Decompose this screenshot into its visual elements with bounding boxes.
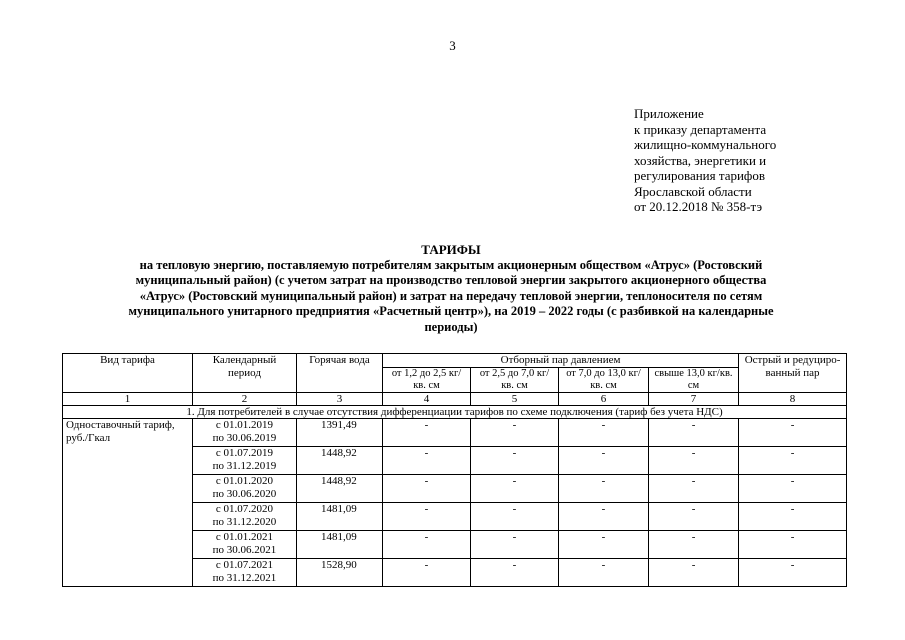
- column-number: 3: [297, 393, 383, 406]
- empty-value-cell: -: [739, 447, 847, 475]
- empty-value-cell: -: [471, 503, 559, 531]
- section-title: 1. Для потребителей в случае отсутствия дифференциации тарифов по схеме подключения (тариф без учета НДС): [63, 406, 847, 419]
- period-to: по 31.12.2020: [212, 516, 277, 528]
- title-line: на тепловую энергию, поставляемую потребителям закрытым акционерным обществом «Атрус» (Ростовский: [139, 257, 763, 272]
- empty-value-cell: -: [649, 419, 739, 447]
- period-cell: [193, 419, 297, 447]
- hot-water-value: 1481,09: [297, 531, 383, 559]
- empty-value-cell: -: [649, 447, 739, 475]
- section-row: [63, 406, 847, 419]
- appendix-line: от 20.12.2018 № 358-тэ: [634, 199, 763, 214]
- empty-value-cell: -: [383, 559, 471, 587]
- period-cell: [193, 559, 297, 587]
- document-title: [56, 242, 846, 335]
- period-cell: [193, 447, 297, 475]
- appendix-line: Приложение: [634, 106, 704, 121]
- empty-value-cell: -: [383, 475, 471, 503]
- appendix-line: хозяйства, энергетики и: [634, 152, 767, 168]
- empty-value-cell: -: [559, 559, 649, 587]
- header-steam-3: от 7,0 до 13,0 кг/кв. см: [559, 368, 649, 393]
- header-steam-group: Отборный пар давлением: [383, 354, 739, 368]
- period-to: по 30.06.2019: [212, 432, 277, 444]
- empty-value-cell: -: [559, 531, 649, 559]
- tariff-rows: [63, 419, 847, 587]
- empty-value-cell: -: [383, 447, 471, 475]
- title-line: муниципального унитарного предприятия «Расчетный центр»), на 2019 – 2022 годы (с разбивкой на календарные: [128, 304, 774, 318]
- header-reduced-steam: Острый и редуциро-ванный пар: [739, 354, 847, 393]
- period-from: с 01.01.2021: [215, 531, 274, 543]
- empty-value-cell: -: [649, 559, 739, 587]
- hot-water-value: 1448,92: [297, 475, 383, 503]
- title-line: муниципальный район) (с учетом затрат на производство тепловой энергии закрытого акционерного общества: [135, 273, 767, 287]
- empty-value-cell: -: [649, 475, 739, 503]
- period-from: с 01.07.2021: [215, 559, 274, 571]
- title-heading: ТАРИФЫ: [421, 242, 481, 257]
- period-from: с 01.07.2019: [215, 447, 274, 459]
- appendix-line: Ярославской области: [634, 183, 752, 199]
- empty-value-cell: -: [649, 503, 739, 531]
- title-line: периоды): [424, 319, 478, 334]
- empty-value-cell: -: [559, 475, 649, 503]
- appendix-block: [634, 106, 776, 215]
- empty-value-cell: -: [559, 419, 649, 447]
- empty-value-cell: -: [559, 503, 649, 531]
- header-period: Календарный период: [193, 354, 297, 393]
- header-tariff-type: Вид тарифа: [63, 354, 193, 393]
- empty-value-cell: -: [739, 531, 847, 559]
- empty-value-cell: -: [471, 531, 559, 559]
- period-from: с 01.01.2019: [215, 419, 274, 431]
- header-steam-4: свыше 13,0 кг/кв. см: [649, 368, 739, 393]
- empty-value-cell: -: [471, 419, 559, 447]
- column-number: 4: [383, 393, 471, 406]
- empty-value-cell: -: [739, 559, 847, 587]
- table-row: [63, 419, 847, 447]
- empty-value-cell: -: [739, 503, 847, 531]
- empty-value-cell: -: [471, 447, 559, 475]
- period-from: с 01.01.2020: [215, 475, 274, 487]
- column-number: 6: [559, 393, 649, 406]
- empty-value-cell: -: [739, 475, 847, 503]
- column-number: 8: [739, 393, 847, 406]
- hot-water-value: 1448,92: [297, 447, 383, 475]
- empty-value-cell: -: [649, 531, 739, 559]
- page-number: 3: [449, 38, 456, 53]
- header-hot-water: Горячая вода: [297, 354, 383, 393]
- appendix-line: к приказу департамента: [634, 121, 767, 137]
- header-steam-1: от 1,2 до 2,5 кг/кв. см: [383, 368, 471, 393]
- column-number: 2: [193, 393, 297, 406]
- appendix-line: регулирования тарифов: [634, 168, 765, 183]
- period-to: по 30.06.2021: [212, 544, 277, 556]
- header-steam-2: от 2,5 до 7,0 кг/кв. см: [471, 368, 559, 393]
- empty-value-cell: -: [471, 475, 559, 503]
- period-cell: [193, 475, 297, 503]
- column-number-row: [63, 393, 847, 406]
- empty-value-cell: -: [383, 531, 471, 559]
- appendix-line: жилищно-коммунального: [634, 137, 777, 152]
- column-number: 5: [471, 393, 559, 406]
- tariff-name-cell: Одноставочный тариф, руб./Гкал: [63, 419, 193, 587]
- period-cell: [193, 503, 297, 531]
- period-from: с 01.07.2020: [215, 503, 274, 515]
- tariff-table: [62, 353, 847, 587]
- empty-value-cell: -: [383, 503, 471, 531]
- column-number: 1: [63, 393, 193, 406]
- hot-water-value: 1481,09: [297, 503, 383, 531]
- column-number: 7: [649, 393, 739, 406]
- title-line: «Атрус» (Ростовский муниципальный район) и затрат на передачу тепловой энергии, теплоносителя по сетям: [139, 288, 763, 303]
- period-to: по 31.12.2019: [212, 460, 277, 472]
- period-to: по 31.12.2021: [212, 572, 277, 584]
- hot-water-value: 1391,49: [297, 419, 383, 447]
- empty-value-cell: -: [383, 419, 471, 447]
- empty-value-cell: -: [471, 559, 559, 587]
- empty-value-cell: -: [559, 447, 649, 475]
- empty-value-cell: -: [739, 419, 847, 447]
- hot-water-value: 1528,90: [297, 559, 383, 587]
- period-to: по 30.06.2020: [212, 488, 277, 500]
- period-cell: [193, 531, 297, 559]
